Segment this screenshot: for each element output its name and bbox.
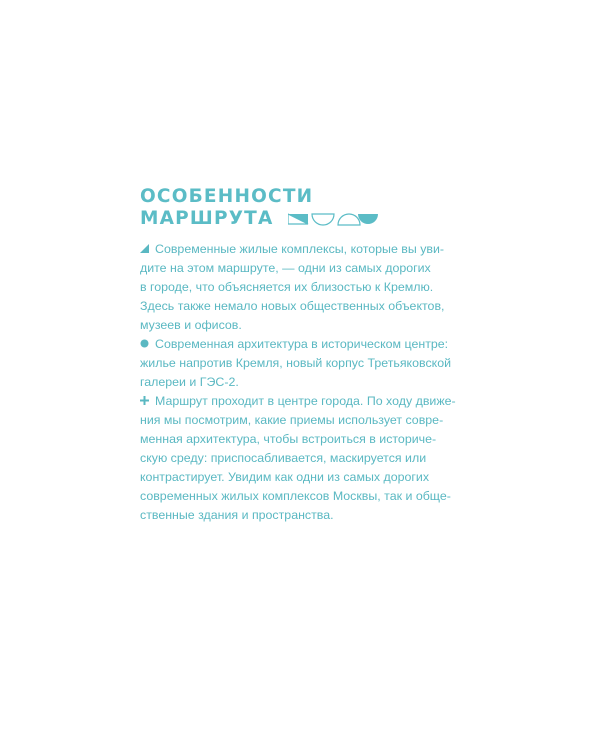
filled-circle-icon <box>140 339 149 348</box>
text-line: менная архитектура, чтобы встроиться в историче- <box>140 432 437 446</box>
text-line: дите на этом маршруте, — одни из самых дорогих <box>140 261 431 275</box>
text-line: в городе, что объясняется их близостью к Кремлю. <box>140 280 434 294</box>
text-line: контрастирует. Увидим как одни из самых дорогих <box>140 470 430 484</box>
bullet-paragraph-2 <box>140 335 480 392</box>
text-line: Здесь также немало новых общественных объектов, <box>140 299 445 313</box>
text-line: скую среду: приспосабливается, маскируется или <box>140 451 427 465</box>
section-heading <box>140 186 378 230</box>
text-line: Маршрут проходит в центре города. По ходу движе- <box>140 392 480 411</box>
plus-icon <box>140 396 149 405</box>
text-line: Современная архитектура в историческом центре: <box>140 335 480 354</box>
text-line: ния мы посмотрим, какие приемы использует совре- <box>140 413 444 427</box>
text-line: Современные жилые комплексы, которые вы уви- <box>140 240 480 259</box>
text-line: ственные здания и пространства. <box>140 508 334 522</box>
text-line: галереи и ГЭС-2. <box>140 375 239 389</box>
semicircles-ornament-icon <box>288 212 378 226</box>
triangle-corner-icon <box>140 244 149 253</box>
text-line: музеев и офисов. <box>140 318 242 332</box>
heading-line-2: МАРШРУТА <box>140 208 274 229</box>
heading-line-1: ОСОБЕННОСТИ <box>140 186 314 207</box>
bullet-paragraph-3 <box>140 392 480 525</box>
text-line: жилье напротив Кремля, новый корпус Третьяковской <box>140 356 452 370</box>
bullet-paragraph-1 <box>140 240 480 335</box>
text-line: современных жилых комплексов Москвы, так и обще- <box>140 489 451 503</box>
route-features-text <box>140 240 480 525</box>
heading-line-2-row <box>140 208 378 230</box>
